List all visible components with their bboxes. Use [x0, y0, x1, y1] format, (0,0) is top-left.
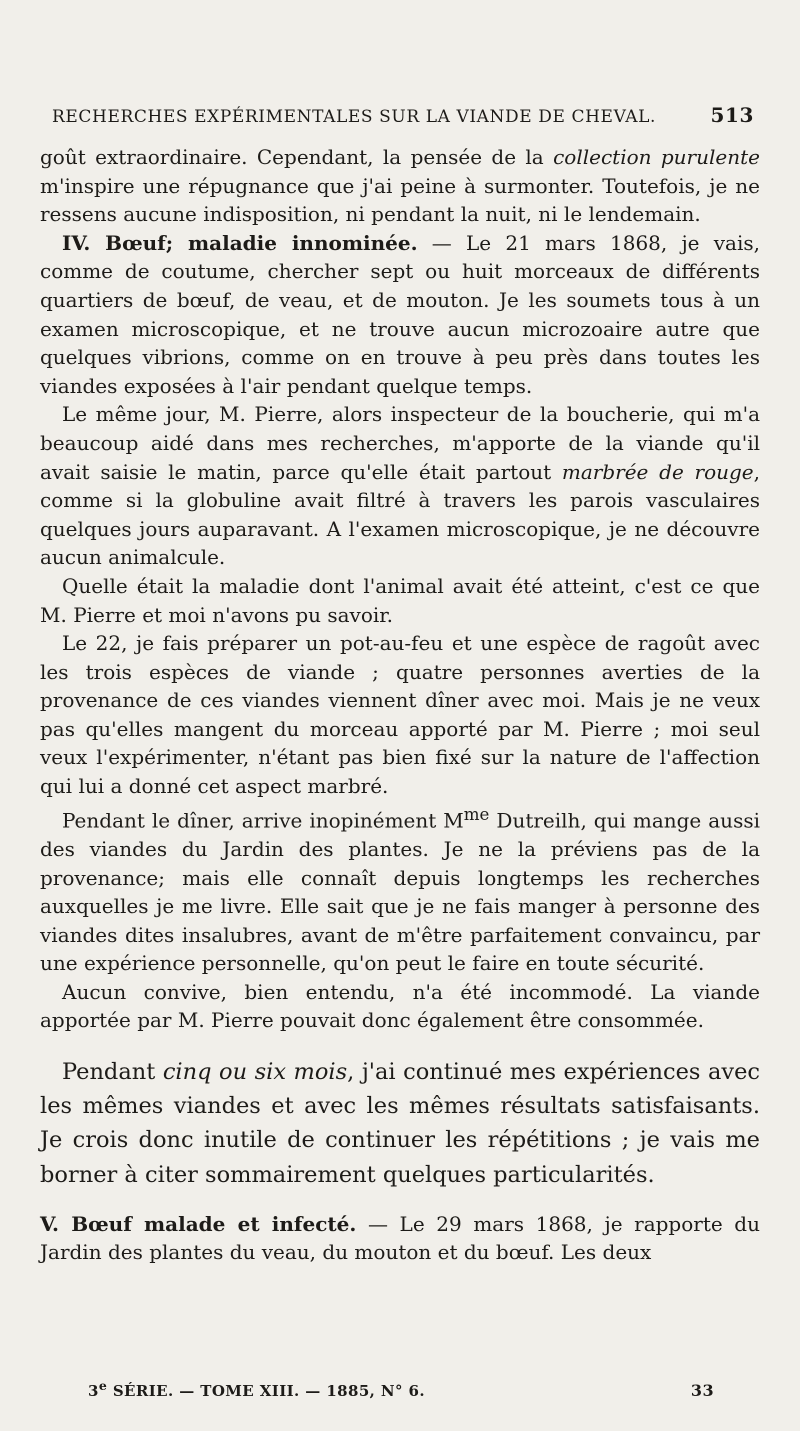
paragraph-6-superscript: me — [463, 804, 490, 824]
paragraph-8 — [40, 1055, 760, 1192]
paragraph-1-text-end: m'inspire une répugnance que j'ai peine à surmonter. Toutefois, je ne ressens aucune indisposition, ni pendant la nuit, ni le lendemain. — [40, 173, 760, 227]
paragraph-9 — [40, 1210, 760, 1267]
paragraph-3-text-end: , comme si la globuline avait filtré à travers les parois vasculaires quelques jours auparavant. A l'examen microscopique, je ne découvre aucun animalcule. — [40, 459, 760, 570]
paragraph-3-italic: marbrée de rouge — [561, 459, 754, 484]
paragraph-8-text-end: , j'ai continué mes expériences avec les mêmes viandes et avec les mêmes résultats satisfaisants. Je crois donc inutile de continuer les répétitions ; je vais me borner à citer sommairement quelques particularités. — [40, 1059, 761, 1188]
paragraph-7: Aucun convive, bien entendu, n'a été incommodé. La viande apportée par M. Pierre pouvait donc également être consommée. — [40, 979, 760, 1033]
paragraph-6 — [40, 801, 760, 978]
footer-series-superscript: e — [98, 1378, 108, 1393]
paragraph-6-text: Pendant le dîner, arrive inopinément M — [62, 808, 464, 833]
paragraph-1 — [40, 143, 760, 229]
footer-series-text: SÉRIE. — TOME XIII. — 1885, N° 6. — [107, 1382, 425, 1400]
paragraph-8-text: Pendant — [62, 1059, 163, 1086]
paragraph-1-italic: collection purulente — [553, 145, 760, 169]
body-text — [40, 143, 760, 1267]
running-header — [52, 103, 754, 127]
page-footer — [88, 1378, 714, 1400]
paragraph-4: Quelle était la maladie dont l'animal avait été atteint, c'est ce que M. Pierre et moi n'avons pu savoir. — [40, 573, 760, 627]
paragraph-5: Le 22, je fais préparer un pot-au-feu et une espèce de ragoût avec les trois espèces de viande ; quatre personnes averties de la provenance de ces viandes viennent dîner avec moi. Mais je ne veux pas qu'elles mangent du morceau apporté par M. Pierre ; moi seul veux l'expérimenter, n'étant pas bien fixé sur la nature de l'affection qui lui a donné cet aspect marbré. — [40, 631, 760, 799]
signature-mark: 33 — [690, 1381, 714, 1400]
running-title: RECHERCHES EXPÉRIMENTALES SUR LA VIANDE DE CHEVAL. — [52, 107, 657, 127]
section-heading-iv: IV. Bœuf; maladie innominée. — [62, 230, 418, 255]
section-heading-v: V. Bœuf malade et infecté. — [40, 1211, 357, 1236]
page-number: 513 — [710, 103, 754, 127]
paragraph-3-text: Le même jour, M. Pierre, alors inspecteur de la boucherie, qui m'a beaucoup aidé dans mes recherches, m'apporte de la viande qu'il avait saisie le matin, parce qu'elle était partout — [40, 402, 760, 484]
paragraph-2-text: — Le 21 mars 1868, je vais, comme de coutume, chercher sept ou huit morceaux de différents quartiers de bœuf, de veau, et de mouton. Je les soumets tous à un examen microscopique, et ne trouve aucun microzoaire autre que quelques vibrions, comme on en trouve à peu près dans toutes les viandes exposées à l'air pendant quelque temps. — [40, 230, 760, 398]
paragraph-6-text-end: Dutreilh, qui mange aussi des viandes du Jardin des plantes. Je ne la préviens pas de la provenance; mais elle connaît depuis longtemps les recherches auxquelles je me livre. Elle sait que je ne fais manger à personne des viandes dites insalubres, avant de m'être parfaitement convaincu, par une expérience personnelle, qu'on peut le faire en toute sécurité. — [40, 808, 760, 976]
paragraph-3 — [40, 400, 760, 572]
paragraph-2 — [40, 229, 760, 401]
paragraph-1-text: goût extraordinaire. Cependant, la pensée de la — [40, 145, 554, 169]
paragraph-9-text: — Le 29 mars 1868, je rapporte du Jardin des plantes du veau, du mouton et du bœuf. Les deux — [40, 1211, 760, 1265]
paragraph-8-italic: cinq ou six mois — [162, 1059, 348, 1086]
footer-series-number: 3 — [88, 1382, 99, 1400]
footer-series — [88, 1378, 425, 1400]
